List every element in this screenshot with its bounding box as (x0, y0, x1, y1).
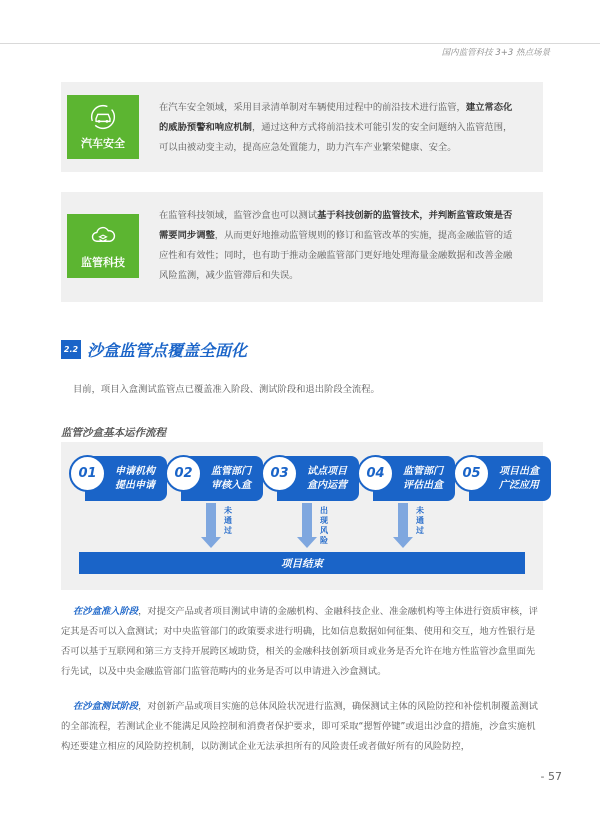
section-number: 2.2 (61, 340, 81, 359)
down-arrow-icon (398, 503, 408, 548)
card-body (159, 98, 533, 158)
page-number: - 57 (540, 770, 562, 783)
exit-label: 未通过 (416, 506, 424, 535)
card-line: 风险监测，减少监管滞后和失误。 (159, 270, 299, 281)
info-card-regtech (61, 192, 543, 302)
exit-label: 未通过 (224, 506, 232, 535)
category-badge (67, 214, 139, 278)
card-body (159, 206, 533, 286)
running-title: 国内监管科技 3+3 热点场景 (441, 48, 550, 58)
card-line: 需要同步调整，从而更好地推动监管规则的修订和监管改革的实施，提高金融监管的适 (159, 230, 513, 241)
step-number: 03 (261, 455, 298, 492)
card-line: 在监管科技领域，监管沙盒也可以测试基于科技创新的监管技术，并判断监管政策是否 (159, 210, 513, 221)
car-shield-icon (89, 103, 117, 131)
step-number: 01 (69, 455, 106, 492)
card-line: 可以由被动变主动，提高应急处置能力，助力汽车产业繁荣健康、安全。 (159, 142, 457, 153)
exit-label: 出现风险 (320, 506, 328, 545)
step-number: 02 (165, 455, 202, 492)
step-label: 监管部门 评估出盒 (373, 456, 455, 501)
project-end-bar: 项目结束 (79, 552, 525, 574)
badge-label: 监管科技 (81, 256, 125, 269)
section-intro: 目前，项目入盒测试监管点已覆盖准入阶段、测试阶段和退出阶段全流程。 (73, 384, 380, 395)
info-card-auto-safety (61, 82, 543, 172)
step-label: 申请机构 提出申请 (85, 456, 167, 501)
step-number: 04 (357, 455, 394, 492)
step-label: 监管部门 审核入盒 (181, 456, 263, 501)
down-arrow-icon (206, 503, 216, 548)
category-badge (67, 95, 139, 159)
step-number: 05 (453, 455, 490, 492)
badge-label: 汽车安全 (81, 137, 125, 150)
flow-diagram (61, 442, 543, 590)
body-paragraph-testing: 在沙盒测试阶段，对创新产品或项目实施的总体风险状况进行监测，确保测试主体的风险防控和补偿机制覆盖测试的全部流程，若测试企业不能满足风险控制和消费者保护要求，即可采取“摁暂停键”或退出沙盒的措施，沙盒实施机构还要建立相应的风险防控机制，以防测试企业无法承担所有的风险责任或者做好所有的风险防控， (61, 701, 538, 752)
card-line: 在汽车安全领域，采用目录清单制对车辆使用过程中的前沿技术进行监管，建立常态化 (159, 102, 513, 113)
card-line: 应性和有效性；同时，也有助于推动金融监管部门更好地处理海量金融数据和改善金融 (159, 250, 513, 261)
body-paragraph-admission: 在沙盒准入阶段，对提交产品或者项目测试申请的金融机构、金融科技企业、准金融机构等主体进行资质审核，评定其是否可以入盒测试；对中央监管部门的政策要求进行明确，比如信息数据如何征集、使用和交互，地方性银行是否可以基于互联网和第三方支持开展跨区域助贷，相关的金融科技创新项目或业务是否允许在地方性监管沙盒里面先行先试，以及中央金融监管部门监管范畴内的业务是否可以申请进入沙盒测试。 (61, 606, 538, 677)
cloud-layers-icon (89, 222, 117, 250)
flow-title: 监管沙盒基本运作流程 (61, 427, 166, 439)
step-label: 试点项目 盒内运营 (277, 456, 359, 501)
header-rule (0, 43, 600, 44)
section-title: 沙盒监管点覆盖全面化 (87, 341, 248, 360)
step-label: 项目出盒 广泛应用 (469, 456, 551, 501)
down-arrow-icon (302, 503, 312, 548)
card-line: 的威胁预警和响应机制，通过这种方式将前沿技术可能引发的安全问题纳入监管范围， (159, 122, 513, 133)
